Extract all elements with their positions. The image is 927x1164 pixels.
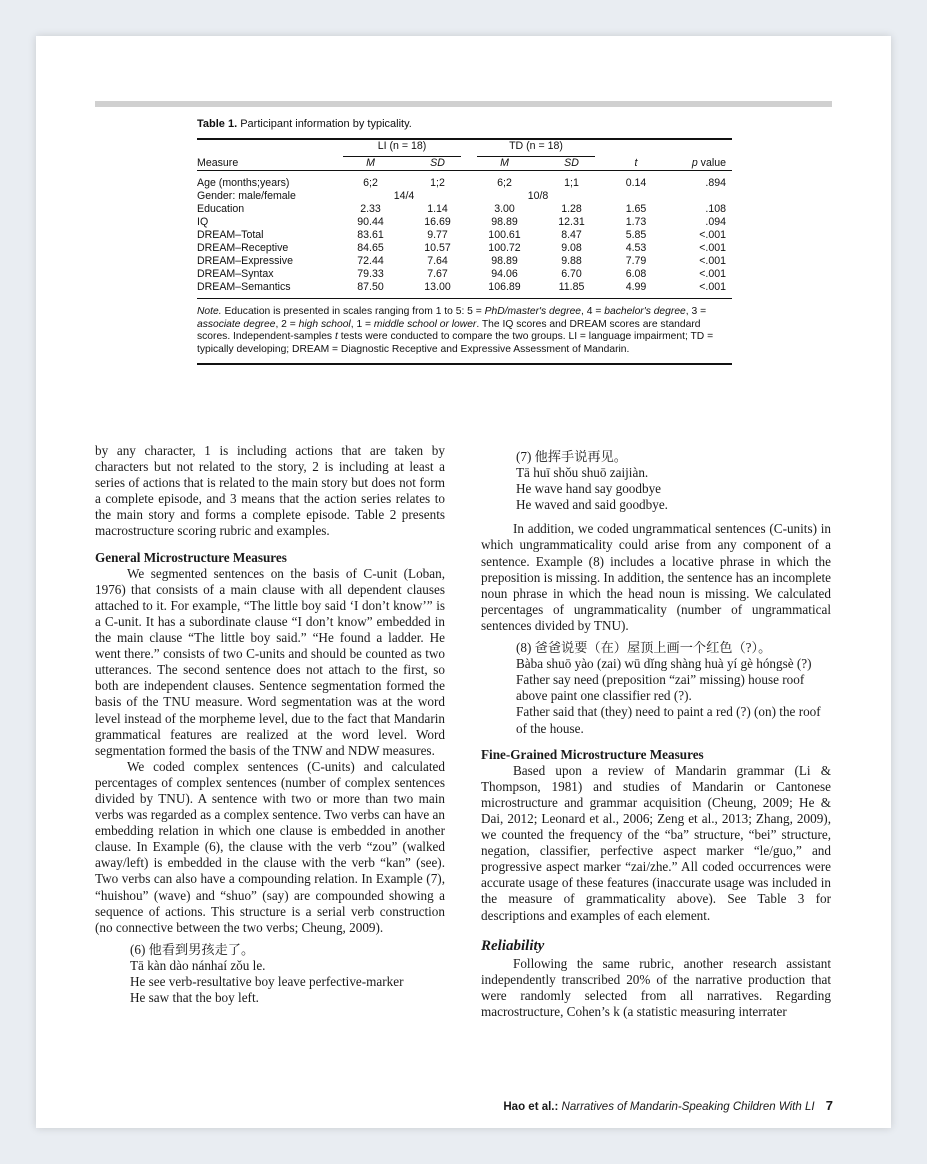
paragraph: by any character, 1 is including actions that are taken by characters but not related to the story, 2 is including at least a series of actions that is related to the main story but does not form a complete episode, and 3 means that the action series relates to the main story and forms a complete episode. Table 2 presents macrostructure scoring rubric and examples. <box>95 443 445 539</box>
left-column <box>95 443 445 1012</box>
page-number: 7 <box>825 1098 833 1113</box>
table-cell: DREAM–Semantics <box>197 281 291 293</box>
column-header: Measure <box>197 157 239 169</box>
table-cell: 84.65 <box>357 242 384 254</box>
table-cell: 6;2 <box>497 177 512 189</box>
column-header: p value <box>691 157 726 169</box>
table-cell: 1;2 <box>430 177 445 189</box>
table-cell: 9.08 <box>561 242 582 254</box>
example-line: (8) 爸爸说要（在）屋顶上画一个红色（?）。 <box>516 640 772 656</box>
paragraph: Following the same rubric, another research assistant independently transcribed 20% of the narrative production that were randomly selected from all narratives. Regarding macrostructure, Cohen’s k (a statistic measuring interrater <box>481 955 831 1019</box>
table-cell: 1.14 <box>427 203 448 215</box>
example-line: Tā huī shǒu shuō zaijiàn. <box>516 465 649 481</box>
table-cell: 100.72 <box>488 242 521 254</box>
table-row <box>197 216 732 229</box>
table-row <box>197 229 732 242</box>
table-cell: 94.06 <box>491 268 518 280</box>
column-header: M <box>366 157 375 169</box>
column-header: SD <box>564 157 579 169</box>
table-cell: 98.89 <box>491 255 518 267</box>
table-row <box>197 190 732 203</box>
table-cell: 16.69 <box>424 216 451 228</box>
table-cell: DREAM–Receptive <box>197 242 289 254</box>
column-header: SD <box>430 157 445 169</box>
table-cell: 72.44 <box>357 255 384 267</box>
table-cell: 90.44 <box>357 216 384 228</box>
table-cell: 10/8 <box>527 190 549 202</box>
table-cell: 4.99 <box>625 281 647 293</box>
table-row <box>197 268 732 281</box>
table-cell: 12.31 <box>558 216 585 228</box>
example-line: He wave hand say goodbye <box>516 481 662 497</box>
table-cell: <.001 <box>699 255 726 267</box>
table-1 <box>197 118 732 365</box>
footer-authors: Hao et al.: <box>503 1101 559 1113</box>
table-cell: Education <box>197 203 245 215</box>
table-cell: 9.77 <box>427 229 448 241</box>
table-cell: .894 <box>705 177 726 189</box>
section-heading-reliability: Reliability <box>481 937 545 954</box>
table-cell: 1;1 <box>564 177 579 189</box>
table-cell: 4.53 <box>625 242 647 254</box>
table-cell: 79.33 <box>357 268 384 280</box>
column-header: t <box>634 157 638 169</box>
section-heading-fine: Fine-Grained Microstructure Measures <box>481 746 704 762</box>
table-cell: 7.67 <box>427 268 448 280</box>
table-cell: 1.73 <box>625 216 647 228</box>
table-cell: 6;2 <box>363 177 378 189</box>
table-cell: DREAM–Total <box>197 229 264 241</box>
table-cell: 106.89 <box>488 281 521 293</box>
section-heading-general: General Microstructure Measures <box>95 549 287 565</box>
table-cell: DREAM–Syntax <box>197 268 274 280</box>
table-cell: 1.65 <box>625 203 647 215</box>
table-cell: 98.89 <box>491 216 518 228</box>
table-cell <box>667 190 732 203</box>
example-line: He waved and said goodbye. <box>516 497 668 513</box>
group-li-header: LI (n = 18) <box>343 140 461 157</box>
table-caption <box>197 118 732 130</box>
table-cell: <.001 <box>699 229 726 241</box>
group-td-header: TD (n = 18) <box>477 140 595 157</box>
table-cell: Age (months;years) <box>197 177 290 189</box>
table-cell: <.001 <box>699 242 726 254</box>
table-cell <box>605 190 667 203</box>
table-cell: DREAM–Expressive <box>197 255 293 267</box>
table-caption-text: Participant information by typicality. <box>240 118 412 130</box>
page <box>36 36 891 1128</box>
table-cell: 11.85 <box>558 281 585 293</box>
example-line: Bàba shuō yào (zai) wū dǐng shàng huà yí gè hóngsè (?) <box>516 656 812 672</box>
example-line: Tā kàn dào nánhaí zǒu le. <box>130 957 266 973</box>
example-line: (7) 他挥手说再见。 <box>516 449 627 464</box>
paragraph: In addition, we coded ungrammatical sentences (C-units) in which ungrammaticality could arise from any component of a sentence. Example (8) includes a locative phrase in which the preposition is missing. In addition, the sentence has an incomplete noun phrase in which the head noun is missing. We calculated percentages of ungrammaticality (number of ungrammatical sentences divided by TNU). <box>481 521 831 633</box>
table-cell: 10.57 <box>424 242 451 254</box>
table-body <box>197 171 732 299</box>
table-cell: .108 <box>705 203 726 215</box>
table-cell: 2.33 <box>360 203 381 215</box>
table-cell: 100.61 <box>488 229 521 241</box>
table-end-rule <box>197 363 732 365</box>
table-cell: 87.50 <box>357 281 384 293</box>
table-cell: 6.70 <box>561 268 582 280</box>
example-line: Father say need (preposition “zai” missing) house roof above paint one classifier red (?). <box>516 672 805 704</box>
table-cell: 6.08 <box>625 268 647 280</box>
paragraph: Based upon a review of Mandarin grammar (Li & Thompson, 1981) and studies of Mandarin or Cantonese microstructure and grammar acquisition (Cheung, 2009; He & Dai, 2012; Leonard et al., 2006; Zeng et al., 2013; Zhang, 2009), we counted the frequency of the “ba” structure, “bei” structure, negation, classifier, perfective aspect marker “le/guo,” and progressive aspect marker “zai/zhe.” All coded occurrences were accurate usage of these features (inaccurate usage was included in the measure of grammaticality above). See Table 3 for descriptions and examples of each element. <box>481 762 831 923</box>
example-line: (6) 他看到男孩走了。 <box>130 941 255 957</box>
table-cell: 7.64 <box>427 255 448 267</box>
table-row <box>197 255 732 268</box>
example-line: He saw that the boy left. <box>130 990 259 1006</box>
participant-table <box>197 140 732 298</box>
table-cell: .094 <box>705 216 726 228</box>
example-line: He see verb-resultative boy leave perfective-marker <box>130 974 404 989</box>
table-cell: <.001 <box>699 281 726 293</box>
footer-title: Narratives of Mandarin-Speaking Children With LI <box>561 1101 815 1113</box>
paragraph: We segmented sentences on the basis of C-unit (Loban, 1976) that consists of a main clause with all dependent clauses attached to it. For example, “The little boy said ‘I don’t know’” is a C-unit. It has a subordinate clause “I don’t know” embedded in the main clause “The little boy said.” “He found a ladder. He went there.” consists of two C-units and should be counted as two utterances. The second sentence does not attach to the first, so both are independent clauses. Sentence segmentation formed the basis of the TNU measure. Word segmentation was at the word level instead of the morpheme level, due to the fact that Mandarin grammatical features are realized at the word level. Word segmentation formed the basis of the TNW and NDW measures. <box>95 565 445 758</box>
example-line: Father said that (they) need to paint a red (?) (on) the roof of the house. <box>516 704 821 736</box>
table-cell: Gender: male/female <box>197 190 296 202</box>
example-8 <box>481 640 831 737</box>
column-header: M <box>500 157 509 169</box>
table-cell: 8.47 <box>561 229 582 241</box>
example-6 <box>95 942 445 1006</box>
table-cell: IQ <box>197 216 209 228</box>
paragraph: We coded complex sentences (C-units) and calculated percentages of complex sentences (number of complex sentences divided by TNU). A sentence with two or more than two main verbs was regarded as a complex sentence. Two verbs can have an embedding relation in which one clause is embedded in another clause. In Example (6), the clause with the verb “zou” (walked away/left) is embedded in the clause with the verb “kan” (see). Two verbs can also have a compounding relation. In Example (7), “huishou” (wave) and “shuo” (say) are compounded showing a sequence of actions. This structure is a serial verb construction (no connective between the two verbs; Cheung, 2009). <box>95 758 445 935</box>
table-header-row <box>197 157 732 171</box>
table-note: Note. Education is presented in scales ranging from 1 to 5: 5 = PhD/master's degree, 4 = bachelor's degree, 3 = associate degree, 2 = high school, 1 = middle school or lower. The IQ scores and DREAM scores are standard scores. Independent-samples t tests were conducted to compare the two groups. LI = language impairment; TD = typically developing; DREAM = Diagnostic Receptive and Expressive Assessment of Mandarin. <box>197 306 714 355</box>
table-cell: 14/4 <box>393 190 415 202</box>
table-cell: 7.79 <box>625 255 647 267</box>
table-cell: <.001 <box>699 268 726 280</box>
table-cell: 1.28 <box>561 203 582 215</box>
table-cell: 9.88 <box>561 255 582 267</box>
table-row <box>197 242 732 255</box>
table-cell: 13.00 <box>424 281 451 293</box>
top-divider <box>95 101 832 107</box>
running-footer <box>503 1098 833 1113</box>
right-column <box>481 443 831 1020</box>
table-caption-label: Table 1. <box>197 118 238 130</box>
table-cell: 3.00 <box>494 203 515 215</box>
example-7 <box>481 449 831 513</box>
table-cell: 0.14 <box>625 177 647 189</box>
table-row <box>197 203 732 216</box>
table-bottom-rule <box>197 298 732 299</box>
table-cell: 5.85 <box>625 229 647 241</box>
table-row <box>197 177 732 190</box>
table-cell: 83.61 <box>357 229 384 241</box>
table-row <box>197 281 732 294</box>
